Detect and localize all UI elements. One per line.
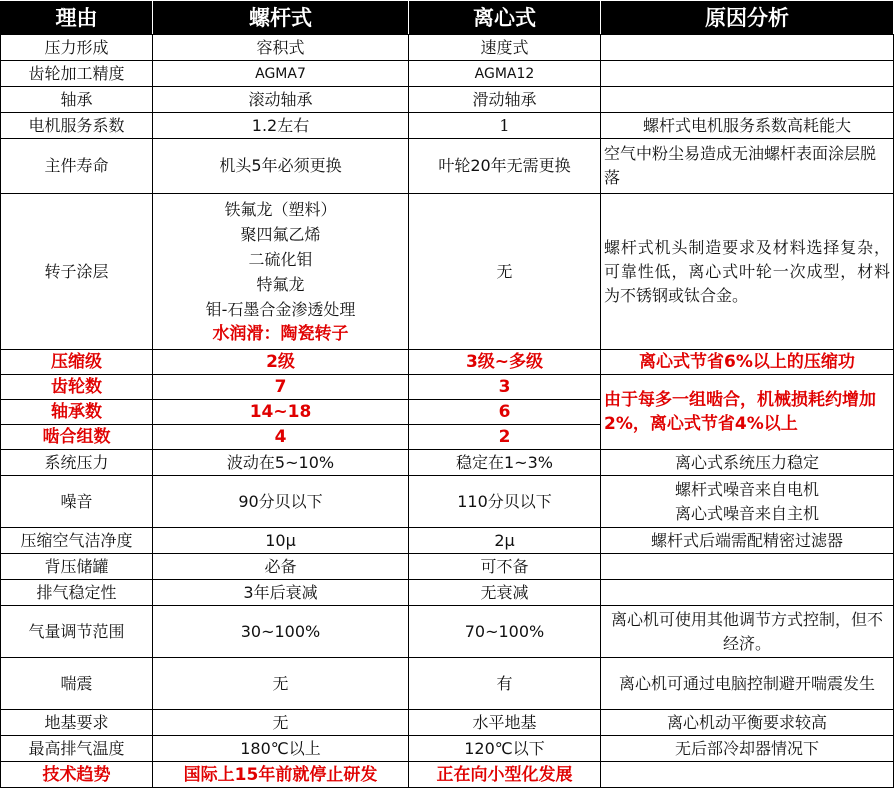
coating-line: 特氟龙 (256, 274, 305, 294)
centrifugal-cell: 滑动轴承 (409, 87, 601, 113)
centrifugal-cell: 速度式 (409, 35, 601, 61)
analysis-cell (601, 61, 894, 87)
row-label: 主件寿命 (1, 139, 153, 194)
centrifugal-cell: 无 (409, 194, 601, 350)
coating-highlight: 水润滑：陶瓷转子 (212, 323, 349, 344)
screw-cell: 180℃以上 (153, 736, 409, 762)
row-label: 技术趋势 (1, 762, 153, 788)
screw-cell: 无 (153, 658, 409, 710)
table-row (1, 658, 894, 710)
row-label: 地基要求 (1, 710, 153, 736)
row-label: 齿轮加工精度 (1, 61, 153, 87)
header-reason: 理由 (1, 1, 153, 35)
analysis-cell: 空气中粉尘易造成无油螺杆表面涂层脱落 (601, 139, 894, 194)
coating-line: 铁氟龙（塑料） (224, 199, 337, 219)
analysis-cell (601, 87, 894, 113)
table-row (1, 35, 894, 61)
row-label: 噪音 (1, 476, 153, 528)
table-row (1, 476, 894, 528)
coating-line: 聚四氟乙烯 (240, 224, 321, 244)
analysis-cell: 离心机可通过电脑控制避开喘震发生 (601, 658, 894, 710)
table-row (1, 580, 894, 606)
row-label: 压缩空气洁净度 (1, 528, 153, 554)
centrifugal-cell: 70~100% (409, 606, 601, 658)
screw-cell: 无 (153, 710, 409, 736)
screw-cell: 滚动轴承 (153, 87, 409, 113)
centrifugal-cell: 2 (409, 425, 601, 450)
row-label: 压力形成 (1, 35, 153, 61)
table-row (1, 139, 894, 194)
analysis-cell (601, 554, 894, 580)
row-label: 啮合组数 (1, 425, 153, 450)
screw-cell: 2级 (153, 350, 409, 375)
row-label: 轴承数 (1, 400, 153, 425)
analysis-cell: 离心式节省6%以上的压缩功 (601, 350, 894, 375)
centrifugal-cell: 无衰减 (409, 580, 601, 606)
table-row (1, 528, 894, 554)
row-label: 压缩级 (1, 350, 153, 375)
row-label: 转子涂层 (1, 194, 153, 350)
centrifugal-cell: 水平地基 (409, 710, 601, 736)
noise-analysis-line: 离心式噪音来自主机 (674, 503, 819, 523)
screw-cell: 3年后衰减 (153, 580, 409, 606)
coating-line: 钼-石墨合金渗透处理 (205, 299, 356, 319)
table-row (1, 113, 894, 139)
table-row (1, 450, 894, 476)
noise-analysis-line: 螺杆式噪音来自电机 (674, 479, 819, 499)
row-label: 排气稳定性 (1, 580, 153, 606)
screw-cell: 7 (153, 375, 409, 400)
screw-cell: 10μ (153, 528, 409, 554)
table-row (1, 350, 894, 375)
row-label: 气量调节范围 (1, 606, 153, 658)
table-row (1, 87, 894, 113)
screw-cell: 波动在5~10% (153, 450, 409, 476)
screw-cell: 90分贝以下 (153, 476, 409, 528)
row-label: 喘震 (1, 658, 153, 710)
header-centrifugal: 离心式 (409, 1, 601, 35)
screw-cell (153, 194, 409, 350)
screw-cell: 必备 (153, 554, 409, 580)
analysis-cell: 螺杆式电机服务系数高耗能大 (601, 113, 894, 139)
centrifugal-cell: 稳定在1~3% (409, 450, 601, 476)
screw-cell: 30~100% (153, 606, 409, 658)
analysis-cell (601, 762, 894, 788)
centrifugal-cell: 有 (409, 658, 601, 710)
row-label: 轴承 (1, 87, 153, 113)
table-row (1, 710, 894, 736)
analysis-cell: 螺杆式后端需配精密过滤器 (601, 528, 894, 554)
row-label: 最高排气温度 (1, 736, 153, 762)
analysis-cell (601, 580, 894, 606)
analysis-cell: 离心式系统压力稳定 (601, 450, 894, 476)
coating-line: 二硫化钼 (248, 249, 313, 269)
centrifugal-cell: 正在向小型化发展 (409, 762, 601, 788)
centrifugal-cell: 110分贝以下 (409, 476, 601, 528)
centrifugal-cell: 叶轮20年无需更换 (409, 139, 601, 194)
screw-cell: 机头5年必须更换 (153, 139, 409, 194)
analysis-cell: 螺杆式机头制造要求及材料选择复杂，可靠性低，离心式叶轮一次成型，材料为不锈钢或钛合金。 (601, 194, 894, 350)
row-label: 齿轮数 (1, 375, 153, 400)
mesh-analysis-cell: 由于每多一组啮合，机械损耗约增加2%，离心式节省4%以上 (601, 375, 894, 450)
table-row (1, 375, 894, 400)
row-label: 系统压力 (1, 450, 153, 476)
screw-cell: 4 (153, 425, 409, 450)
header-screw: 螺杆式 (153, 1, 409, 35)
table-row (1, 194, 894, 350)
table-row (1, 554, 894, 580)
centrifugal-cell: 可不备 (409, 554, 601, 580)
analysis-cell: 离心机可使用其他调节方式控制，但不经济。 (601, 606, 894, 658)
screw-cell: 1.2左右 (153, 113, 409, 139)
centrifugal-cell: 6 (409, 400, 601, 425)
screw-cell: 国际上15年前就停止研发 (153, 762, 409, 788)
header-row (1, 1, 894, 35)
header-analysis: 原因分析 (601, 1, 894, 35)
table-row (1, 61, 894, 87)
analysis-cell (601, 476, 894, 528)
analysis-cell (601, 35, 894, 61)
centrifugal-cell: 120℃以下 (409, 736, 601, 762)
centrifugal-cell: 1 (409, 113, 601, 139)
table-row (1, 762, 894, 788)
screw-cell: 14~18 (153, 400, 409, 425)
row-label: 电机服务系数 (1, 113, 153, 139)
table-row (1, 736, 894, 762)
centrifugal-cell: 3 (409, 375, 601, 400)
analysis-cell: 无后部冷却器情况下 (601, 736, 894, 762)
centrifugal-cell: AGMA12 (409, 61, 601, 87)
screw-cell: AGMA7 (153, 61, 409, 87)
centrifugal-cell: 3级~多级 (409, 350, 601, 375)
row-label: 背压储罐 (1, 554, 153, 580)
centrifugal-cell: 2μ (409, 528, 601, 554)
screw-cell: 容积式 (153, 35, 409, 61)
table-row (1, 606, 894, 658)
analysis-cell: 离心机动平衡要求较高 (601, 710, 894, 736)
